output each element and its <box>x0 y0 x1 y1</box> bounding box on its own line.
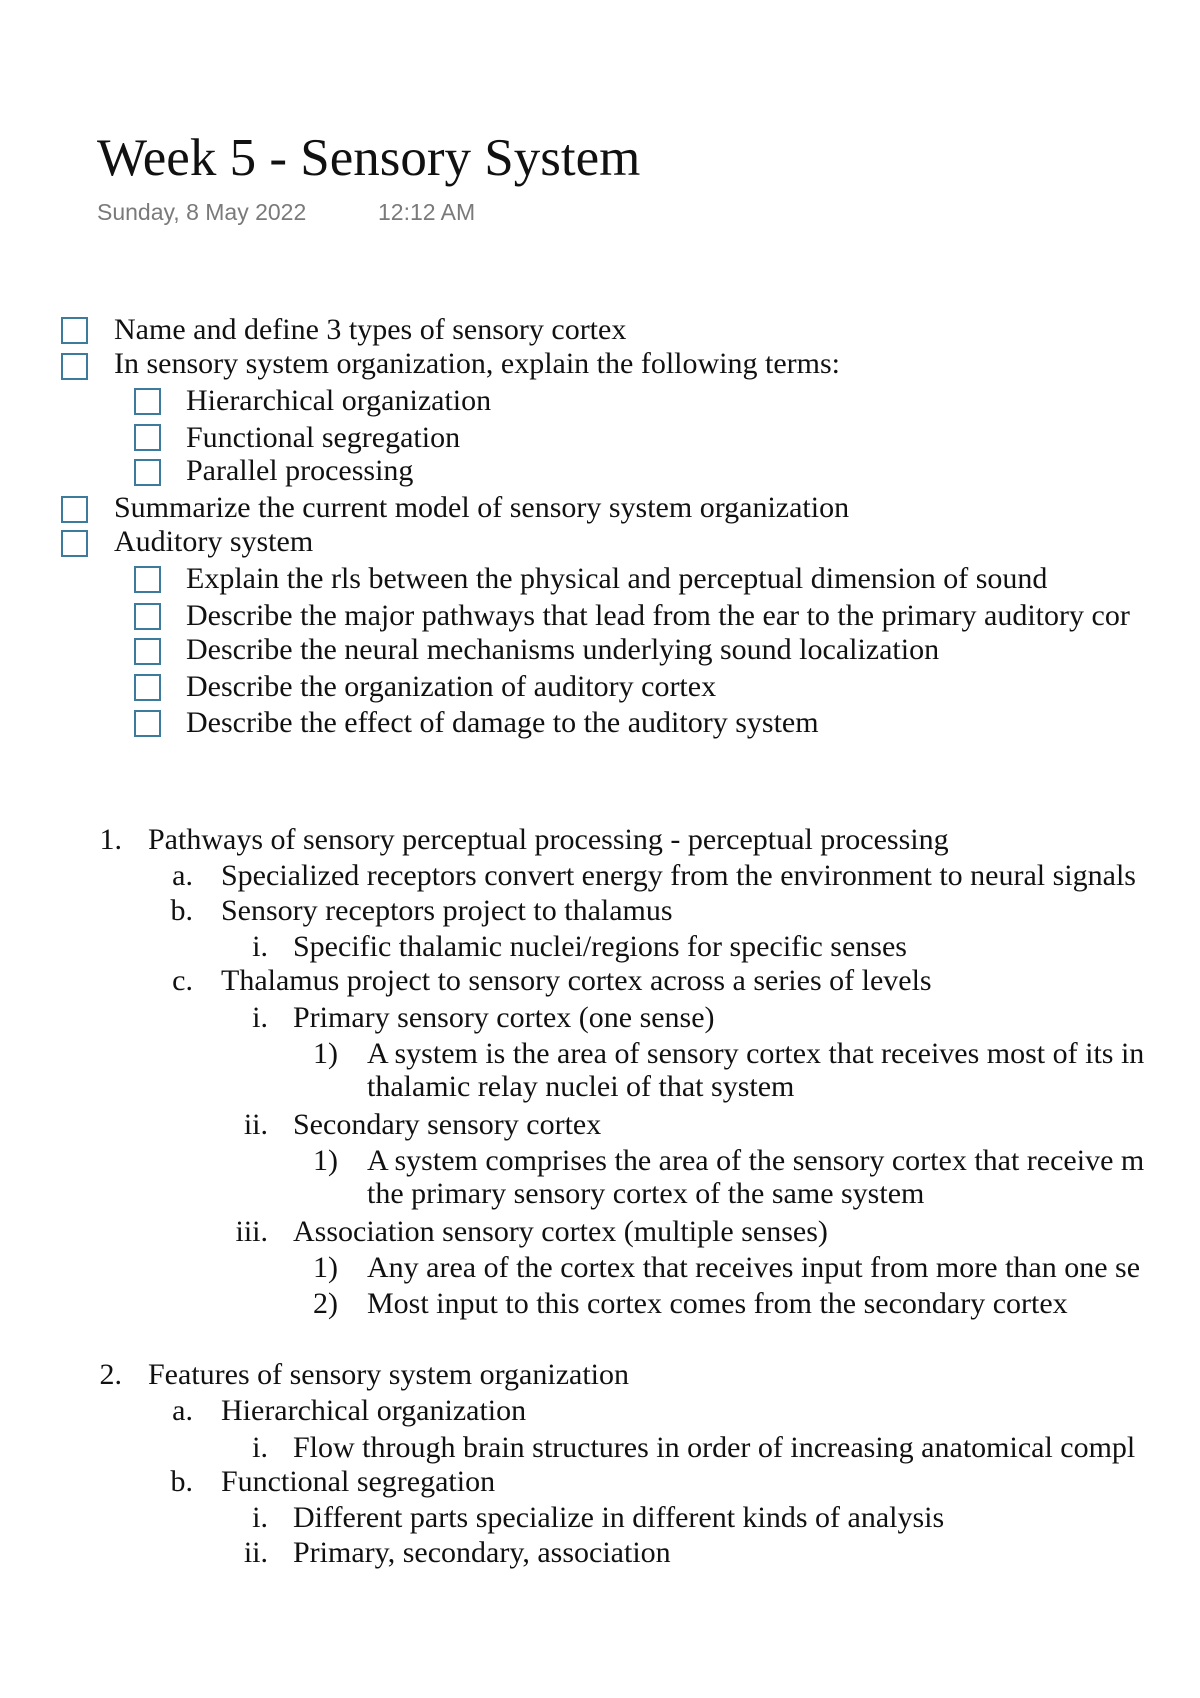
todo-checkbox[interactable] <box>134 710 161 737</box>
outline-marker: c. <box>172 964 193 997</box>
todo-item-label: Hierarchical organization <box>186 384 492 417</box>
outline-marker: 1) <box>313 1144 338 1177</box>
outline-item-continuation: thalamic relay nuclei of that system <box>367 1070 795 1103</box>
outline-item: Most input to this cortex comes from the secondary cortex <box>367 1287 1068 1320</box>
todo-item-label: Describe the effect of damage to the auditory system <box>186 706 819 739</box>
outline-marker: 2. <box>99 1358 122 1391</box>
todo-checkbox[interactable] <box>134 459 161 486</box>
todo-item-label: Summarize the current model of sensory system organization <box>114 491 850 524</box>
todo-item-label: Auditory system <box>114 525 314 558</box>
outline-item: A system is the area of sensory cortex that receives most of its in <box>367 1037 1145 1070</box>
todo-item-label: Describe the organization of auditory cortex <box>186 670 717 703</box>
todo-item-label: In sensory system organization, explain the following terms: <box>114 347 840 380</box>
outline-item: Sensory receptors project to thalamus <box>221 894 673 927</box>
outline-item: Pathways of sensory perceptual processing - perceptual processing <box>148 823 949 856</box>
todo-checkbox[interactable] <box>134 674 161 701</box>
todo-item-label: Describe the neural mechanisms underlying sound localization <box>186 633 940 666</box>
outline-marker: i. <box>252 1501 268 1534</box>
outline-marker: 2) <box>313 1287 338 1320</box>
outline-item: Association sensory cortex (multiple senses) <box>293 1215 828 1248</box>
outline-item: Specific thalamic nuclei/regions for specific senses <box>293 930 907 963</box>
outline-marker: ii. <box>243 1536 268 1569</box>
outline-marker: i. <box>252 930 268 963</box>
todo-checkbox[interactable] <box>61 530 88 557</box>
page-time: 12:12 AM <box>378 199 476 225</box>
outline-marker: a. <box>172 1394 193 1427</box>
outline-item: Secondary sensory cortex <box>293 1108 602 1141</box>
outline-item: Primary, secondary, association <box>293 1536 671 1569</box>
outline-marker: ii. <box>243 1108 268 1141</box>
todo-item-label: Name and define 3 types of sensory cortex <box>114 313 627 346</box>
outline-item: Features of sensory system organization <box>148 1358 630 1391</box>
todo-item-label: Describe the major pathways that lead from the ear to the primary auditory cor <box>186 599 1130 632</box>
todo-item-label: Explain the rls between the physical and perceptual dimension of sound <box>186 562 1048 595</box>
todo-checkbox[interactable] <box>134 603 161 630</box>
outline-item: Specialized receptors convert energy from the environment to neural signals <box>221 859 1136 892</box>
outline-item: Different parts specialize in different kinds of analysis <box>293 1501 945 1534</box>
todo-checkbox[interactable] <box>61 317 88 344</box>
page-date: Sunday, 8 May 2022 <box>97 199 307 225</box>
outline-marker: b. <box>170 894 193 927</box>
outline-item: Any area of the cortex that receives input from more than one se <box>367 1251 1141 1284</box>
outline-item: A system comprises the area of the sensory cortex that receive m <box>367 1144 1145 1177</box>
todo-checkbox[interactable] <box>134 388 161 415</box>
outline-item-continuation: the primary sensory cortex of the same system <box>367 1177 925 1210</box>
outline-marker: i. <box>252 1001 268 1034</box>
todo-checkbox[interactable] <box>134 424 161 451</box>
outline-marker: i. <box>252 1431 268 1464</box>
outline-item: Flow through brain structures in order of increasing anatomical compl <box>293 1431 1136 1464</box>
outline-item: Functional segregation <box>221 1465 496 1498</box>
outline-marker: 1) <box>313 1251 338 1284</box>
todo-checkbox[interactable] <box>134 638 161 665</box>
todo-item-label: Functional segregation <box>186 421 461 454</box>
todo-checkbox[interactable] <box>61 496 88 523</box>
outline-marker: b. <box>170 1465 193 1498</box>
outline-item: Primary sensory cortex (one sense) <box>293 1001 715 1034</box>
outline-item: Thalamus project to sensory cortex across a series of levels <box>221 964 932 997</box>
outline-marker: 1) <box>313 1037 338 1070</box>
outline-item: Hierarchical organization <box>221 1394 527 1427</box>
outline-marker: iii. <box>235 1215 268 1248</box>
todo-item-label: Parallel processing <box>186 454 414 487</box>
todo-checkbox[interactable] <box>61 353 88 380</box>
outline-marker: a. <box>172 859 193 892</box>
todo-checkbox[interactable] <box>134 566 161 593</box>
page-title: Week 5 - Sensory System <box>97 129 641 187</box>
outline-marker: 1. <box>99 823 122 856</box>
